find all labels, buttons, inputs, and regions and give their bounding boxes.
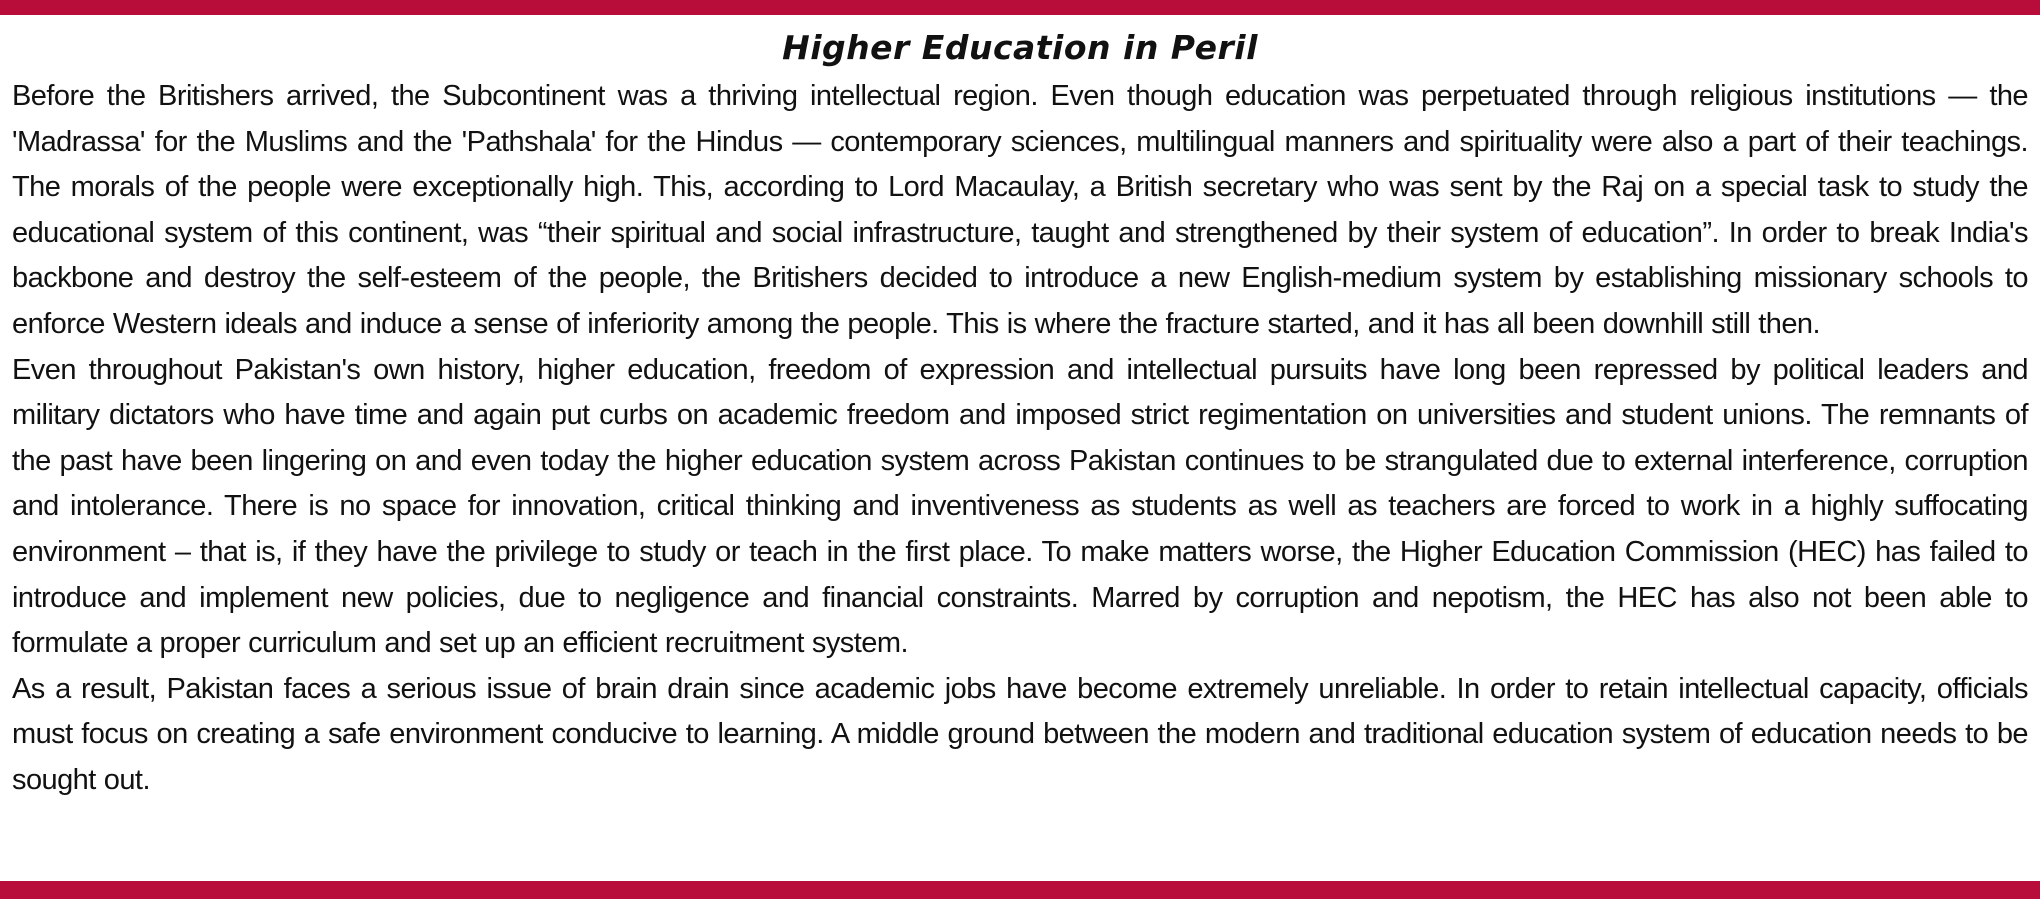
bottom-rule (0, 881, 2040, 899)
paragraph-brain-drain: As a result, Pakistan faces a serious issue of brain drain since academic jobs have become extremely unreliable. In order to retain intellectual capacity, officials must focus on creating a safe environment conducive to learning. A middle ground between the modern and traditional education system of education needs to be sought out. (12, 672, 2028, 796)
paragraph-british-history: Before the Britishers arrived, the Subcontinent was a thriving intellectual region. Even though education was perpetuated through religious institutions — the 'Madrassa' for the Muslims and the 'Pathshala' for the Hindus — contemporary sciences, multilingual manners and spirituality were also a part of their teachings. The morals of the people were exceptionally high. This, according to Lord Macaulay, a British secretary who was sent by the Raj on a special task to study the educational system of this continent, was “their spiritual and social infrastructure, taught and strengthened by their system of education”. In order to break India's backbone and destroy the self-esteem of the people, the Britishers decided to introduce a new English-medium system by establishing missionary schools to enforce Western ideals and induce a sense of inferiority among the people. This is where the fracture started, and it has all been downhill still then. (12, 80, 2028, 340)
top-rule (0, 0, 2040, 15)
paragraph-pakistan-history: Even throughout Pakistan's own history, higher education, freedom of expression and intellectual pursuits have long been repressed by political leaders and military dictators who have time and again put curbs on academic freedom and imposed strict regimentation on universities and student unions. The remnants of the past have been lingering on and even today the higher education system across Pakistan continues to be strangulated due to external interference, corruption and intolerance. There is no space for innovation, critical thinking and inventiveness as students as well as teachers are forced to work in a highly suffocating environment – that is, if they have the privilege to study or teach in the first place. To make matters worse, the Higher Education Commission (HEC) has failed to introduce and implement new policies, due to negligence and financial constraints. Marred by corruption and nepotism, the HEC has also not been able to formulate a proper curriculum and set up an efficient recruitment system. (12, 353, 2028, 660)
editorial-article (12, 22, 2028, 804)
article-title: Higher Education in Peril (782, 28, 1258, 67)
